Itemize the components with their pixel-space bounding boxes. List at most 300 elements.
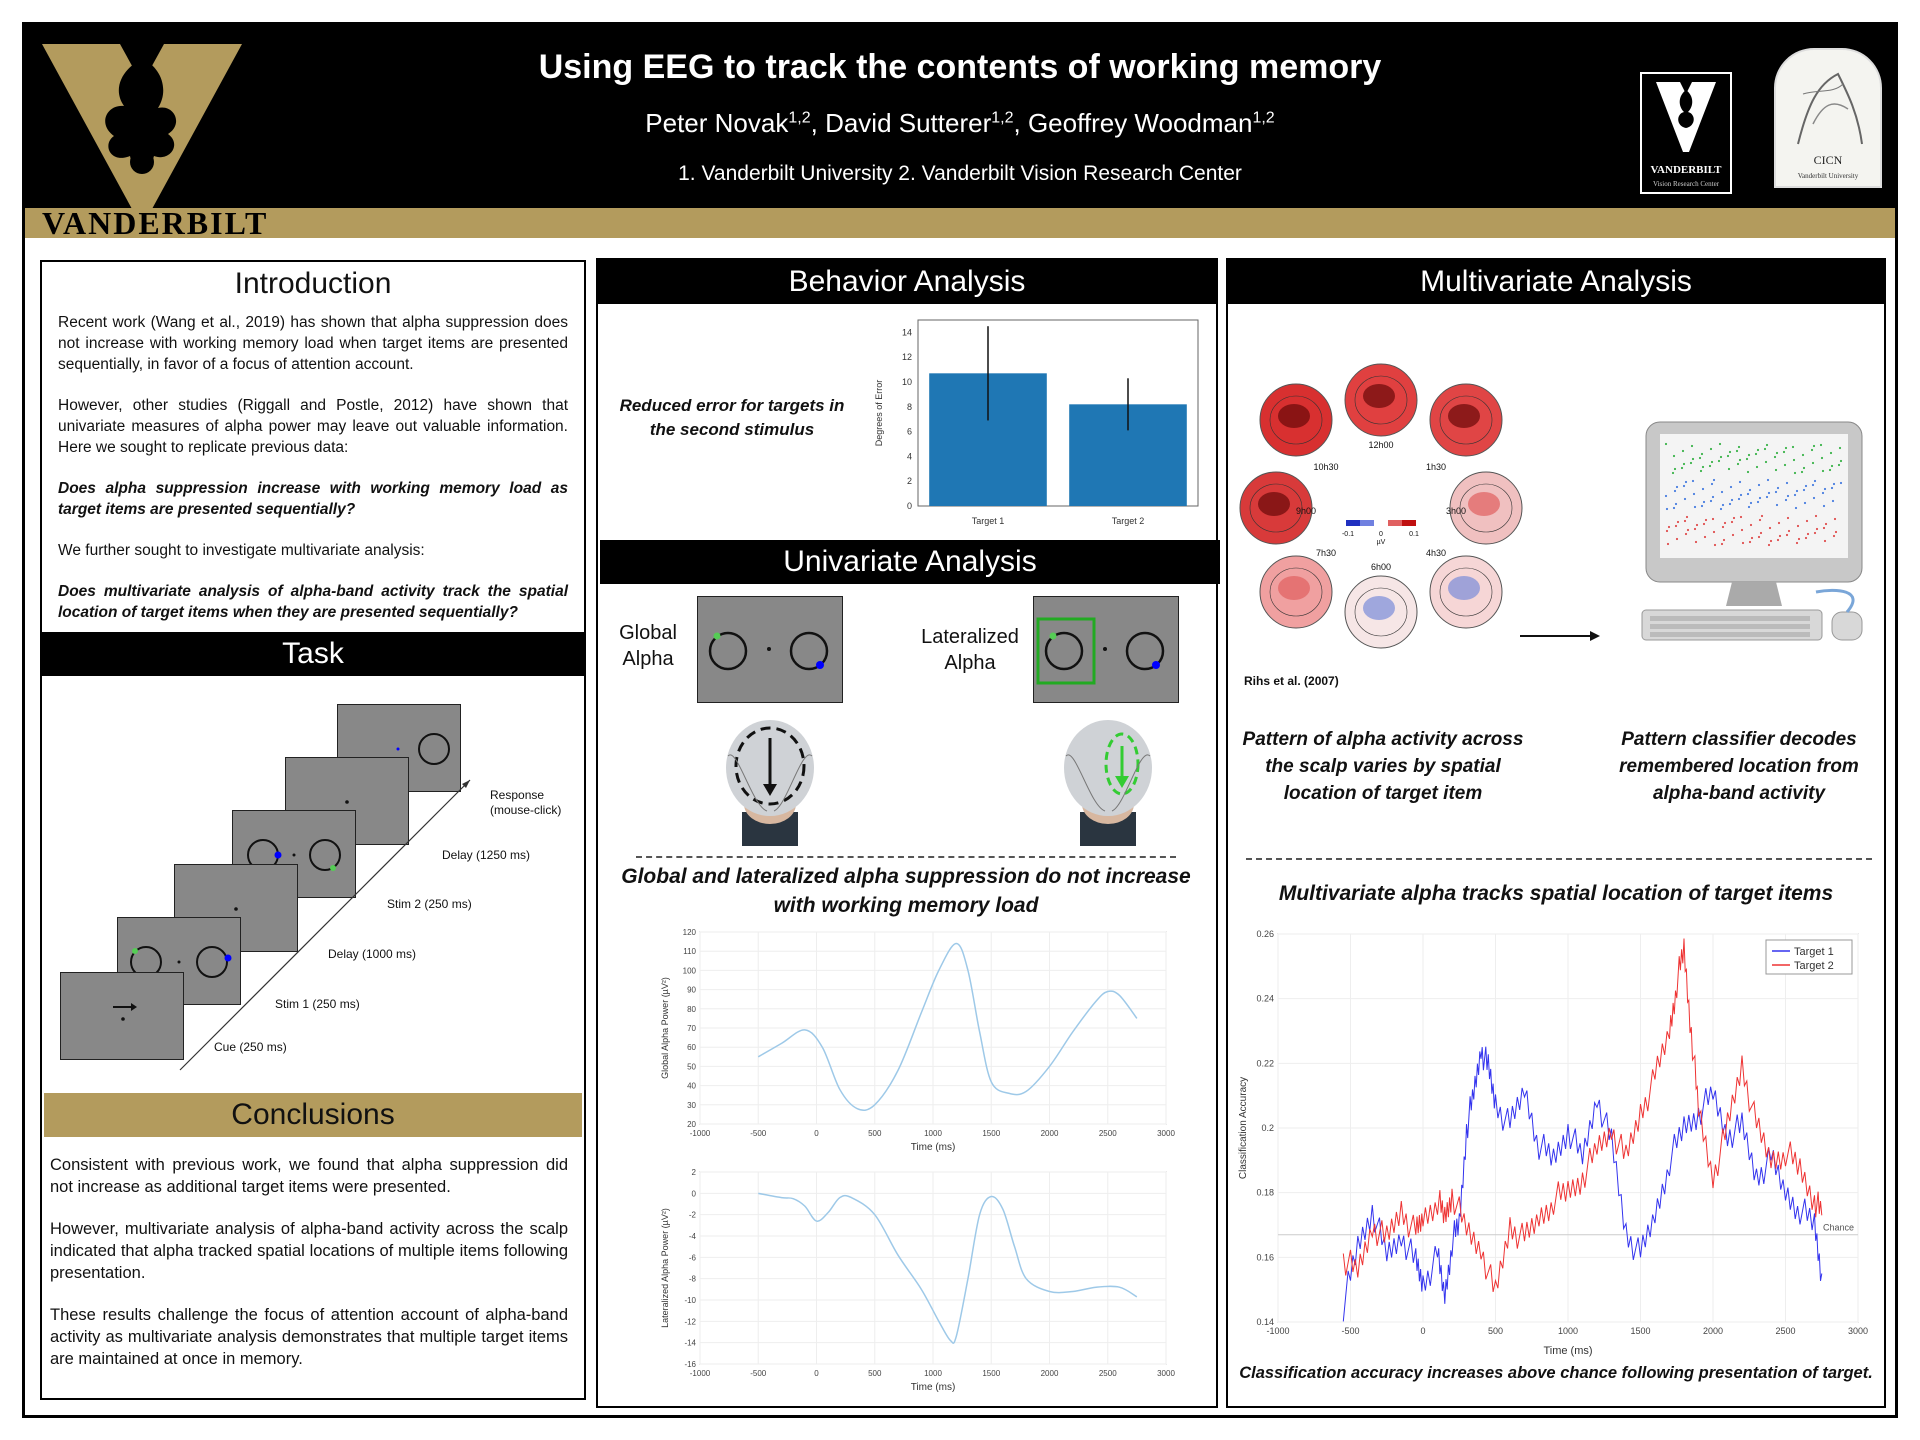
classifier-dot [1786,482,1788,484]
classifier-dot [1777,487,1779,489]
y-tick-label: 2 [906,476,912,487]
classifier-dot [1829,469,1831,471]
classifier-dot [1721,543,1723,545]
x-tick-label: 2500 [1098,1129,1117,1138]
task-timeline-arrow [170,760,490,1080]
classifier-dot [1742,542,1744,544]
classifier-dot [1694,506,1696,508]
x-tick-label: 2000 [1040,1369,1059,1378]
classifier-dot [1702,466,1704,468]
x-tick-label: 500 [868,1369,882,1378]
classifier-dot [1822,492,1824,494]
classifier-dot [1784,464,1786,466]
classifier-dot [1711,461,1713,463]
colorbar-tick: 0.1 [1409,531,1419,538]
x-tick-label: 1000 [1557,1326,1579,1336]
classifier-dot [1801,471,1803,473]
classifier-dot [1690,462,1692,464]
y-tick-label: 40 [687,1081,696,1091]
intro-p3: We further sought to investigate multivariate analysis: [58,542,425,559]
classifier-dot [1747,471,1749,473]
colorbar-segment [1388,520,1402,526]
classifier-dot [1803,489,1805,491]
task-label-response: Response (mouse-click) [490,788,562,817]
classifier-dot [1739,481,1741,483]
vanderbilt-v-logo [42,44,242,209]
cicn-label: CICN [1813,153,1843,167]
task-label-stim1: Stim 1 (250 ms) [275,997,360,1011]
classifier-dot [1683,485,1685,487]
x-tick-label: 1000 [924,1369,942,1378]
task-label-stim2: Stim 2 (250 ms) [387,897,472,911]
classifier-dot [1683,463,1685,465]
classifier-dot [1831,465,1833,467]
classifier-dot [1736,450,1738,452]
classifier-dot [1807,533,1809,535]
classifier-dot [1825,523,1827,525]
classifier-dot [1728,468,1730,470]
y-tick-label: 12 [901,352,912,363]
classifier-dot [1776,452,1778,454]
classifier-dot [1685,481,1687,483]
lateralized-alpha-chart [656,1164,1176,1394]
scalp-map-hotspot [1448,576,1480,600]
y-tick-label: -2 [688,1210,696,1220]
scalp-topography-maps [1236,360,1526,650]
classifier-dot [1824,488,1826,490]
y-tick-label: 6 [906,426,912,437]
classifier-dot [1812,462,1814,464]
x-tick-label: 3000 [1157,1369,1175,1378]
y-axis-label: Global Alpha Power (µV²) [660,977,670,1079]
global-alpha-chart [656,924,1176,1154]
classifier-dot [1760,532,1762,534]
y-tick-label: -12 [684,1317,696,1327]
classifier-dot [1718,460,1720,462]
classifier-dot [1724,522,1726,524]
classifier-dot [1701,453,1703,455]
y-tick-label: 50 [687,1062,696,1072]
behavior-bar-chart [868,312,1208,532]
classifier-dot [1741,529,1743,531]
global-alpha-label: Global Alpha [619,622,677,670]
classifier-dot [1746,458,1748,460]
classifier-dot [1820,444,1822,446]
classifier-dot [1672,472,1674,474]
classifier-dot [1701,505,1703,507]
classifier-dot [1768,544,1770,546]
intro-title: Introduction [42,262,584,306]
classifier-dot [1798,538,1800,540]
classifier-dot [1768,492,1770,494]
classifier-dot [1758,536,1760,538]
lateralized-alpha-stimulus [1033,596,1179,703]
scalp-map-label: 6h00 [1370,562,1392,572]
vanderbilt-wordmark: VANDERBILT [42,205,269,241]
classifier-dot [1684,498,1686,500]
y-tick-label: 0.26 [1256,929,1274,939]
classifier-dot [1692,458,1694,460]
colorbar-segment [1402,520,1416,526]
classifier-dot [1748,506,1750,508]
classifier-dot [1823,527,1825,529]
colorbar-segment [1374,520,1388,526]
x-tick-label: 3000 [1157,1129,1175,1138]
classifier-dot [1758,484,1760,486]
classifier-dot [1797,525,1799,527]
y-tick-label: 60 [687,1043,696,1053]
x-tick-label: 0 [814,1129,819,1138]
affiliations: 1. Vanderbilt University 2. Vanderbilt Vision Research Center [678,162,1242,185]
classifier-dot [1814,480,1816,482]
y-tick-label: -14 [684,1338,696,1348]
classifier-dot [1750,502,1752,504]
y-tick-label: 0.24 [1256,993,1274,1004]
colorbar-tick: -0.1 [1341,531,1355,538]
arrow-to-classifier [1518,626,1602,646]
classifier-dot [1696,524,1698,526]
vvrc-sublabel: Vision Research Center [1652,180,1720,188]
classifier-dot [1788,530,1790,532]
y-tick-label: 14 [901,327,912,338]
classifier-dot [1674,490,1676,492]
classification-accuracy-chart [1234,926,1874,1358]
scalp-map-label: 12h00 [1368,440,1394,450]
classifier-dot [1830,452,1832,454]
y-tick-label: 4 [906,451,912,462]
classifier-dot [1699,457,1701,459]
x-tick-label: 1000 [924,1129,942,1138]
classifier-dot [1665,443,1667,445]
classifier-dot [1824,540,1826,542]
classifier-dot [1840,482,1842,484]
x-tick-label: 2000 [1702,1326,1724,1336]
lateralized-alpha-head [1050,716,1166,846]
y-tick-label: 110 [683,947,696,957]
computer-classifier-illustration [1636,420,1872,650]
classifier-dot [1831,487,1833,489]
classifier-dot [1729,503,1731,505]
x-tick-label: 2500 [1098,1369,1117,1378]
classifier-dot [1764,448,1766,450]
classifier-dot [1811,449,1813,451]
classifier-dot [1806,520,1808,522]
classifier-dot [1796,542,1798,544]
y-tick-label: 10 [901,377,912,387]
classifier-dot [1695,541,1697,543]
classifier-dot [1756,466,1758,468]
x-tick-label: 2000 [1040,1129,1059,1138]
task-screen-cue [60,972,184,1060]
classifier-dot [1803,467,1805,469]
univariate-divider [636,856,1176,858]
classifier-dot [1804,502,1806,504]
classifier-dot [1775,491,1777,493]
x-tick-label: -1000 [689,1129,711,1138]
classifier-dot [1757,449,1759,451]
classifier-dot [1805,537,1807,539]
intro-q1: Does alpha suppression increase with working memory load as target items are presented sequentially? [58,480,568,518]
classifier-dot [1749,541,1751,543]
multivariate-caption-left: Pattern of alpha activity across the scalp varies by spatial location of target item [1242,729,1524,804]
classifier-dot [1755,453,1757,455]
classifier-dot [1775,469,1777,471]
y-tick-label: 0.18 [1256,1187,1274,1198]
behavior-title: Behavior Analysis [598,260,1216,304]
scalp-map-hotspot [1278,576,1310,600]
y-tick-label: 0.14 [1256,1317,1274,1327]
y-tick-label: -6 [688,1253,696,1263]
classifier-dot [1748,454,1750,456]
classifier-dot [1794,494,1796,496]
colorbar-tick: 0 [1379,531,1383,538]
classifier-dot [1776,504,1778,506]
classifier-dot [1730,486,1732,488]
classifier-dot [1738,498,1740,500]
classifier-dot [1821,457,1823,459]
classifier-dot [1759,519,1761,521]
classifier-dot [1704,536,1706,538]
global-alpha-head [712,716,828,846]
x-tick-label: 0 [814,1369,819,1378]
univariate-title: Univariate Analysis [600,540,1220,584]
classifier-dot [1794,472,1796,474]
classifier-dot [1749,489,1751,491]
vvrc-logo [1640,72,1732,194]
classifier-dot [1737,463,1739,465]
y-tick-label: -10 [684,1296,696,1305]
multivariate-subheading: Multivariate alpha tracks spatial location of target items [1278,882,1834,905]
classifier-dot [1700,470,1702,472]
colorbar-unit: µV [1376,539,1386,546]
classifier-dot [1720,456,1722,458]
classifier-dot [1740,494,1742,496]
classifier-dot [1685,533,1687,535]
classifier-dot [1805,485,1807,487]
classifier-dot [1727,455,1729,457]
x-tick-label: 3000 [1847,1326,1869,1336]
classifier-dot [1692,480,1694,482]
chance-label: Chance [1822,1222,1854,1233]
classifier-dot [1747,493,1749,495]
y-tick-label: 0 [691,1189,696,1199]
y-tick-label: -8 [688,1274,696,1284]
classifier-dot [1682,450,1684,452]
classifier-dot [1722,526,1724,528]
conclusions-title: Conclusions [44,1093,582,1137]
task-label-delay2: Delay (1250 ms) [442,848,531,862]
classifier-dot [1769,527,1771,529]
classifier-dot [1714,544,1716,546]
y-tick-label: 70 [687,1024,696,1033]
classifier-dot [1783,451,1785,453]
classifier-dot [1666,530,1668,532]
conclusions-body [50,1154,568,1390]
classifier-dot [1705,519,1707,521]
classifier-dot [1777,539,1779,541]
classifier-dot [1675,525,1677,527]
classifier-dot [1834,518,1836,520]
classifier-dot [1703,523,1705,525]
scalp-map-hotspot [1278,404,1310,428]
y-axis-label: Lateralized Alpha Power (µV²) [660,1208,670,1328]
classifier-dot [1673,507,1675,509]
legend-entry-2: Target 2 [1794,960,1834,972]
x-tick-label: 0 [1420,1326,1426,1336]
classifier-dot [1720,508,1722,510]
classifier-dot [1731,499,1733,501]
intro-body [58,312,568,643]
univariate-caption: Global and lateralized alpha suppression do not increase with working memory load [621,865,1191,917]
task-label-delay1: Delay (1000 ms) [328,947,417,961]
y-tick-label: 2 [691,1168,696,1177]
y-tick-label: -4 [688,1232,696,1241]
classifier-dot [1792,446,1794,448]
classifier-dot [1668,526,1670,528]
task-title: Task [42,632,584,676]
lateralized-alpha-label: Lateralized Alpha [921,626,1019,674]
colorbar-segment [1360,520,1374,526]
classifier-dot [1757,501,1759,503]
y-tick-label: -16 [684,1360,696,1369]
classifier-dot [1766,444,1768,446]
classifier-dot [1759,497,1761,499]
classifier-dot [1665,495,1667,497]
x-tick-label: 1500 [982,1129,1001,1138]
classifier-dot [1711,483,1713,485]
x-tick-label: Target 2 [1111,516,1145,526]
y-tick-label: 0.2 [1261,1123,1274,1133]
scalp-map-hotspot [1363,384,1395,408]
scalp-map-label: 10h30 [1313,462,1339,472]
classifier-dot [1833,483,1835,485]
y-axis-label: Classification Accuracy [1238,1076,1249,1180]
conclusions-p2: However, multivariate analysis of alpha-band activity across the scalp indicated that alpha tracked spatial locations of multiple items following presentation. [50,1220,568,1282]
classifier-dot [1686,516,1688,518]
legend-entry-1: Target 1 [1794,946,1834,958]
intro-p1: Recent work (Wang et al., 2019) has shown that alpha suppression does not increase with working memory load when target items are presented sequentially, in favor of a focus of attention account. [58,314,568,373]
colorbar-segment [1346,520,1360,526]
classifier-dot [1732,534,1734,536]
x-tick-label: Target 1 [971,516,1005,526]
classifier-dot [1767,479,1769,481]
y-axis-label: Degrees of Error [874,379,884,447]
classifier-dot [1765,461,1767,463]
classifier-dot [1702,488,1704,490]
classifier-dot [1823,505,1825,507]
classifier-dot [1802,454,1804,456]
classifier-dot [1722,504,1724,506]
classifier-dot [1786,534,1788,536]
x-tick-label: -1000 [689,1369,711,1378]
classifier-dot [1675,503,1677,505]
y-tick-label: 120 [682,928,696,937]
classifier-dot [1673,455,1675,457]
intro-q2: Does multivariate analysis of alpha-band activity track the spatial location of target items when they are presented sequentially? [58,583,568,621]
x-tick-label: -500 [750,1369,767,1378]
scalp-map-hotspot [1468,492,1500,516]
classifier-dot [1733,517,1735,519]
y-tick-label: 30 [687,1100,696,1110]
classifier-dot [1709,465,1711,467]
y-tick-label: 0.16 [1256,1252,1274,1263]
classifier-dot [1666,508,1668,510]
scalp-map-label: 9h00 [1295,506,1317,516]
cicn-logo [1774,48,1882,188]
classifier-dot [1676,486,1678,488]
classifier-dot [1729,451,1731,453]
intro-p2: However, other studies (Riggall and Postle, 2012) have shown that univariate measures of alpha power may leave out valuable information. Here we sought to replicate previous data: [58,397,568,456]
behavior-caption: Reduced error for targets in the second stimulus [619,396,845,439]
classifier-dot [1833,535,1835,537]
classifier-dot [1703,501,1705,503]
rihs-citation: Rihs et al. (2007) [1244,674,1339,688]
y-tick-label: 100 [682,966,696,976]
classifier-dot [1812,484,1814,486]
author-list: Peter Novak$^{1,2}$, David Sutterer$^{1,2}$, Geoffrey Woodman$^{1,2}$ [645,108,1275,138]
x-tick-label: 500 [868,1129,882,1138]
x-tick-label: 1500 [1630,1326,1651,1336]
y-tick-label: 0.22 [1256,1058,1274,1069]
y-tick-label: 0 [906,501,912,511]
task-label-cue: Cue (250 ms) [214,1040,287,1054]
classifier-dot [1676,538,1678,540]
classifier-dot [1816,528,1818,530]
classifier-dot [1738,446,1740,448]
x-tick-label: 2500 [1775,1326,1796,1336]
scalp-colorbar [1342,520,1419,546]
classifier-dot [1822,470,1824,472]
classifier-dot [1796,490,1798,492]
scalp-map-hotspot [1363,596,1395,620]
x-axis-label: Time (ms) [910,1142,956,1153]
classifier-dot [1787,517,1789,519]
classifier-dot [1838,464,1840,466]
classifier-dot [1719,443,1721,445]
classifier-dot [1779,535,1781,537]
x-tick-label: -500 [1341,1326,1360,1336]
classifier-dot [1813,497,1815,499]
classifier-dot [1681,467,1683,469]
classifier-dot [1793,459,1795,461]
classifier-dot [1731,521,1733,523]
y-tick-label: 80 [687,1004,696,1014]
global-alpha-stimulus [697,596,843,703]
classifier-dot [1774,456,1776,458]
x-axis-label: Time (ms) [1543,1345,1593,1357]
classifier-dot [1721,491,1723,493]
classifier-dot [1694,528,1696,530]
scalp-map-label: 1h30 [1425,462,1447,472]
classifier-dot [1712,496,1714,498]
classifier-dot [1687,529,1689,531]
scalp-map-hotspot [1258,492,1290,516]
y-tick-label: 20 [687,1120,696,1129]
x-tick-label: 1500 [982,1369,1001,1378]
classifier-dot [1667,543,1669,545]
classifier-dot [1684,520,1686,522]
x-axis-label: Time (ms) [910,1382,956,1393]
x-tick-label: -500 [750,1129,767,1138]
classifier-dot [1739,459,1741,461]
classifier-dot [1723,539,1725,541]
classifier-dot [1713,531,1715,533]
classifier-dot [1785,499,1787,501]
classifier-dot [1832,500,1834,502]
classifier-dot [1693,493,1695,495]
classifier-dot [1785,447,1787,449]
classifier-dot [1815,515,1817,517]
